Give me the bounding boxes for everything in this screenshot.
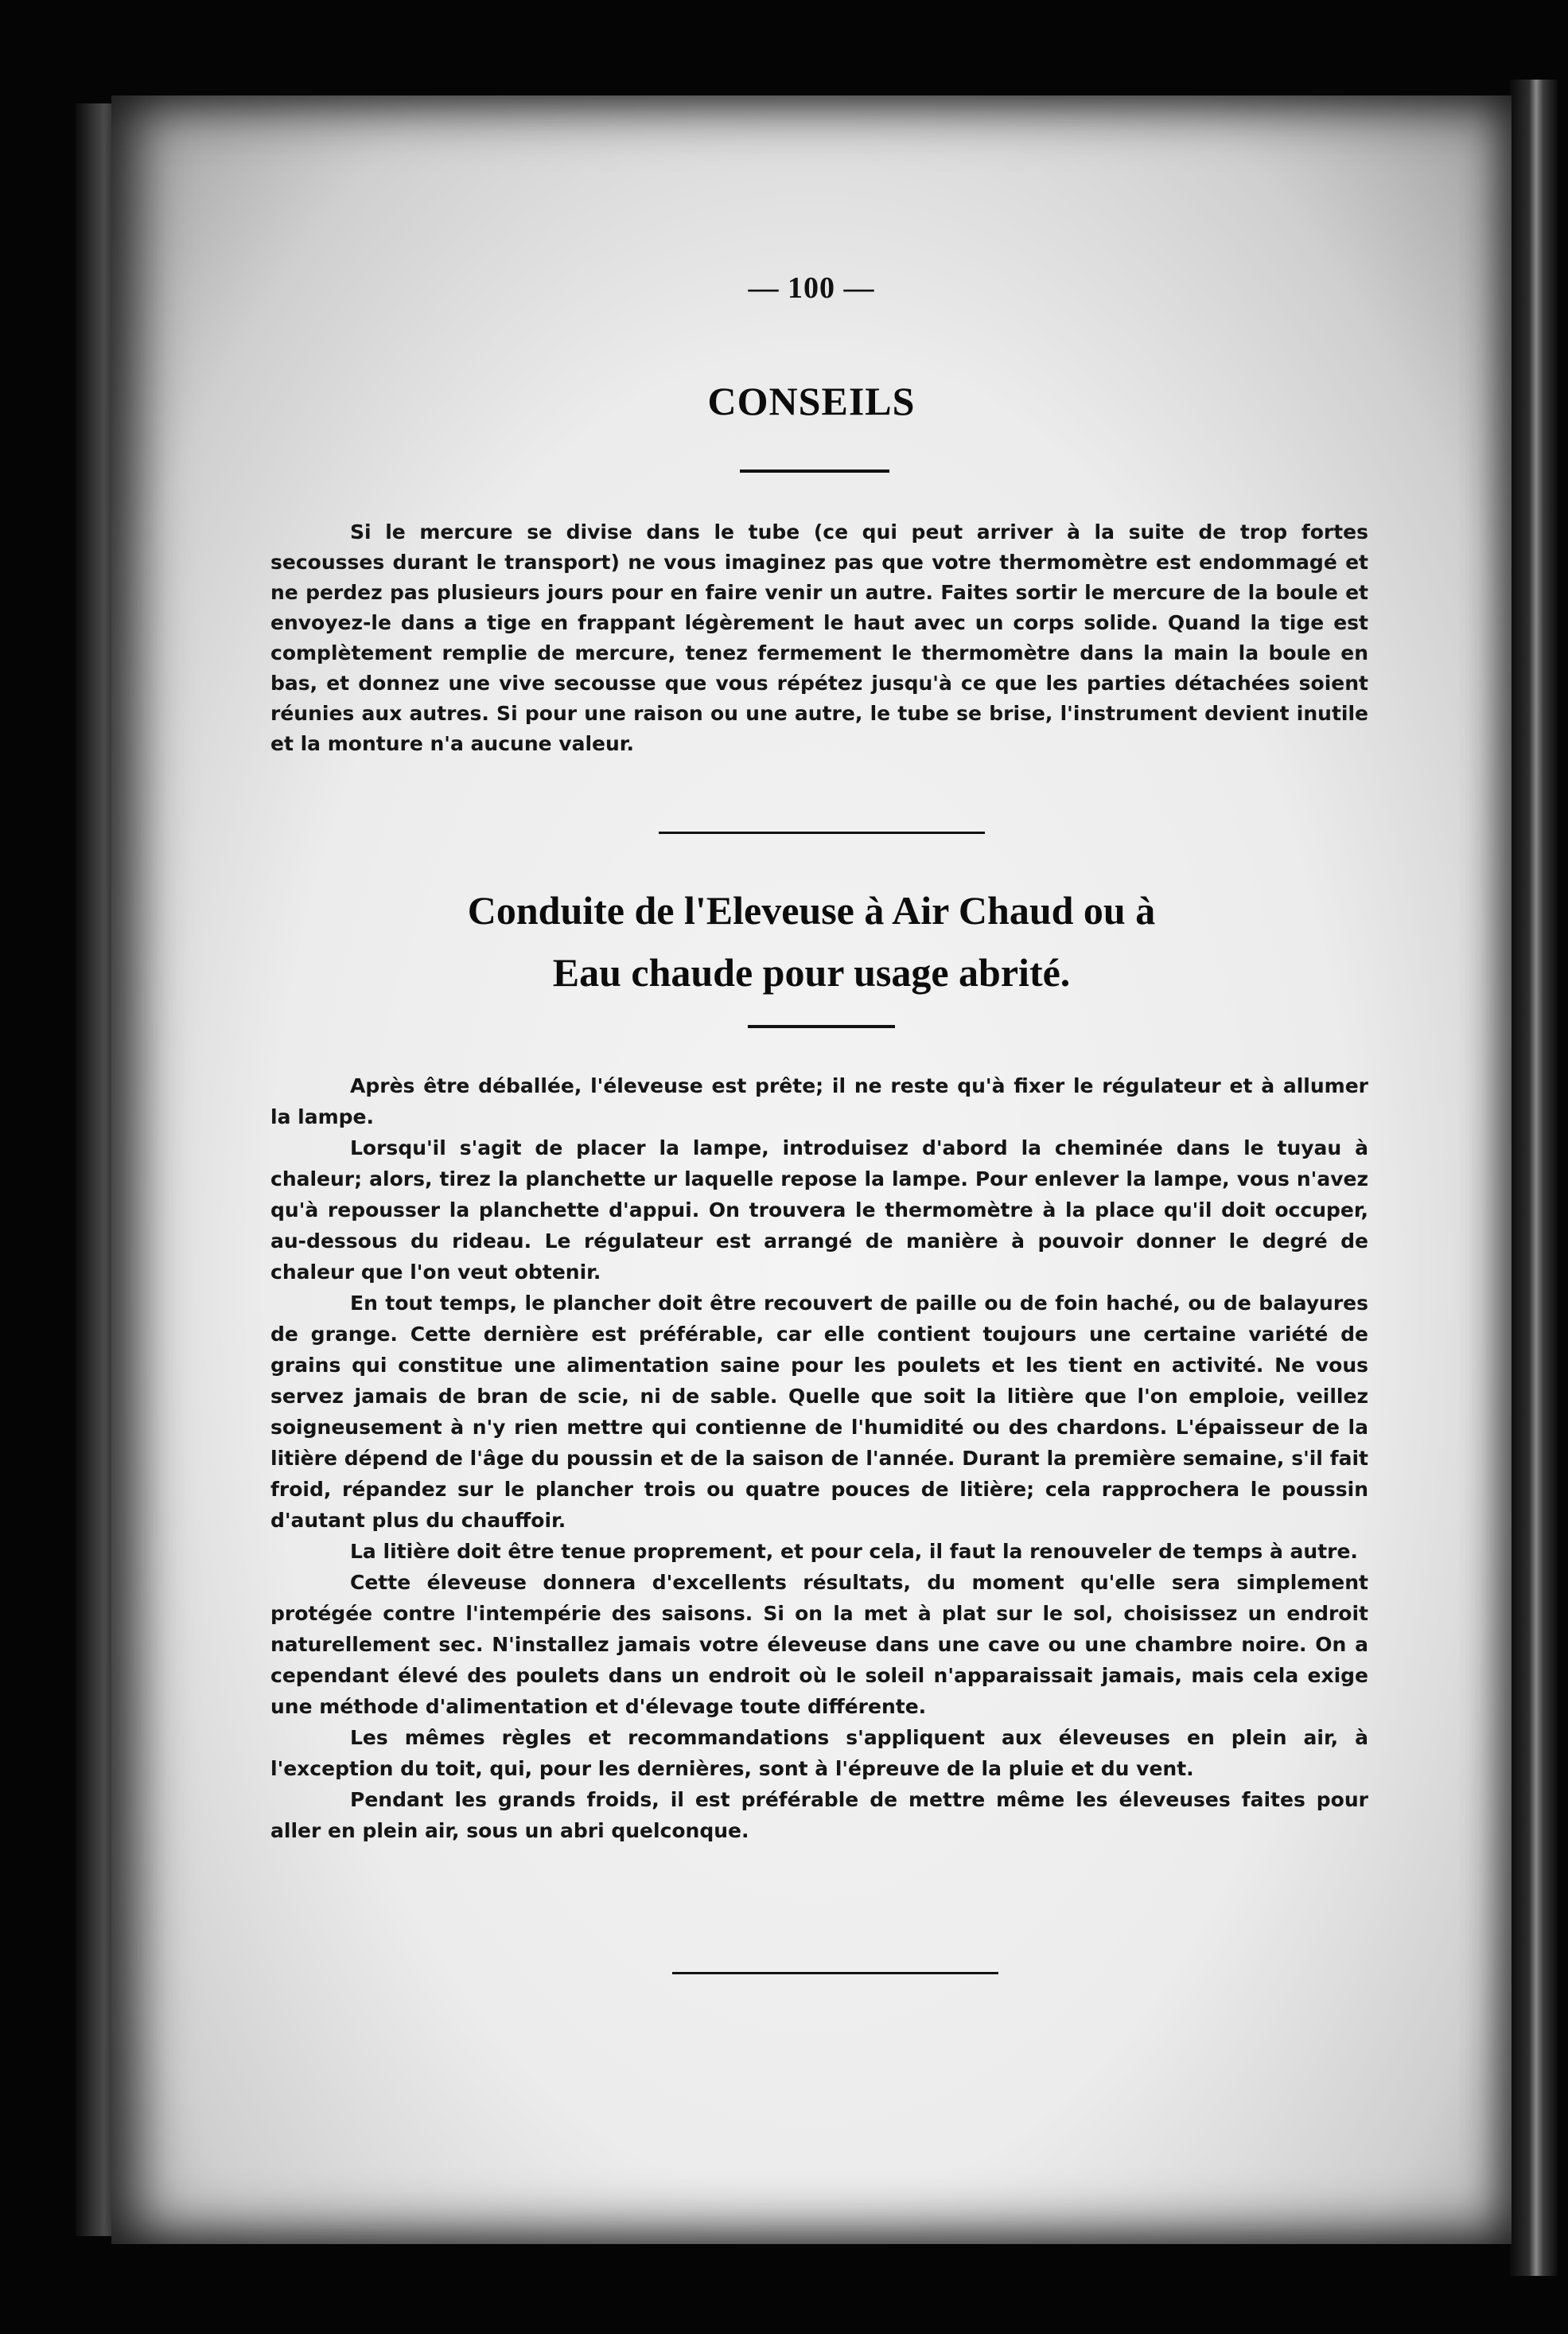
paragraph: La litière doit être tenue proprement, et pour cela, il faut la renouveler de temps à autre. bbox=[350, 1540, 1358, 1563]
section-title-conduite bbox=[111, 879, 1512, 1003]
section-title-conseils: CONSEILS bbox=[707, 379, 916, 423]
paragraph: Les mêmes règles et recommandations s'appliquent aux éleveuses en plein air, à l'exception du toit, qui, pour les dernières, sont à l'épreuve de la pluie et du vent. bbox=[270, 1726, 1368, 1780]
heading-line: Conduite de l'Eleveuse à Air Chaud ou à bbox=[467, 888, 1156, 933]
conduite-text bbox=[270, 1070, 1368, 1846]
page-number: — 100 — bbox=[748, 271, 875, 305]
divider-rule bbox=[659, 832, 985, 834]
book-page bbox=[111, 95, 1512, 2244]
conseils-text bbox=[270, 517, 1368, 759]
paragraph: Après être déballée, l'éleveuse est prête; il ne reste qu'à fixer le régulateur et à allumer la lampe. bbox=[270, 1074, 1368, 1128]
divider-rule bbox=[748, 1025, 895, 1028]
paragraph: Pendant les grands froids, il est préférable de mettre même les éleveuses faites pour aller en plein air, sous un abri quelconque. bbox=[270, 1788, 1368, 1842]
divider-rule bbox=[672, 1972, 998, 1974]
paragraph: Si le mercure se divise dans le tube (ce qui peut arriver à la suite de trop fortes secousses durant le transport) ne vous imaginez pas que votre thermomètre est endommagé et ne perdez pas plusieurs jours pour en faire venir un autre. Faites sortir le mercure de la boule et envoyez-le dans a tige en frappant légèrement le haut avec un corps solide. Quand la tige est complètement remplie de mercure, tenez fermement le thermomètre dans la main la boule en bas, et donnez une vive secousse que vous répétez jusqu'à ce que les parties détachées soient réunies aux autres. Si pour une raison ou une autre, le tube se brise, l'instrument devient inutile et la monture n'a aucune valeur. bbox=[270, 520, 1368, 755]
heading-line: Eau chaude pour usage abrité. bbox=[552, 950, 1071, 995]
next-page-edge bbox=[1510, 80, 1558, 2276]
paragraph: En tout temps, le plancher doit être recouvert de paille ou de foin haché, ou de balayures de grange. Cette dernière est préférable, car elle contient toujours une certaine variété de grains qui constitue une alimentation saine pour les poulets et les tient en activité. Ne vous servez jamais de bran de scie, ni de sable. Quelle que soit la litière que l'on emploie, veillez soigneusement à n'y rien mettre qui contienne de l'humidité ou des chardons. L'épaisseur de la litière dépend de l'âge du poussin et de la saison de l'année. Durant la première semaine, s'il fait froid, répandez sur le plancher trois ou quatre pouces de litière; cela rapprochera le poussin d'autant plus du chauffoir. bbox=[270, 1292, 1368, 1532]
divider-rule bbox=[740, 470, 889, 473]
paragraph: Lorsqu'il s'agit de placer la lampe, introduisez d'abord la cheminée dans le tuyau à chaleur; alors, tirez la planchette ur laquelle repose la lampe. Pour enlever la lampe, vous n'avez qu'à repousser la planchette d'appui. On trouvera le thermomètre à la place qu'il doit occuper, au-dessous du rideau. Le régulateur est arrangé de manière à pouvoir donner le degré de chaleur que l'on veut obtenir. bbox=[270, 1136, 1368, 1284]
paragraph: Cette éleveuse donnera d'excellents résultats, du moment qu'elle sera simplement protégée contre l'intempérie des saisons. Si on la met à plat sur le sol, choisissez un endroit naturellement sec. N'installez jamais votre éleveuse dans une cave ou une chambre noire. On a cependant élevé des poulets dans un endroit où le soleil n'apparaissait jamais, mais cela exige une méthode d'alimentation et d'élevage toute différente. bbox=[270, 1571, 1368, 1718]
